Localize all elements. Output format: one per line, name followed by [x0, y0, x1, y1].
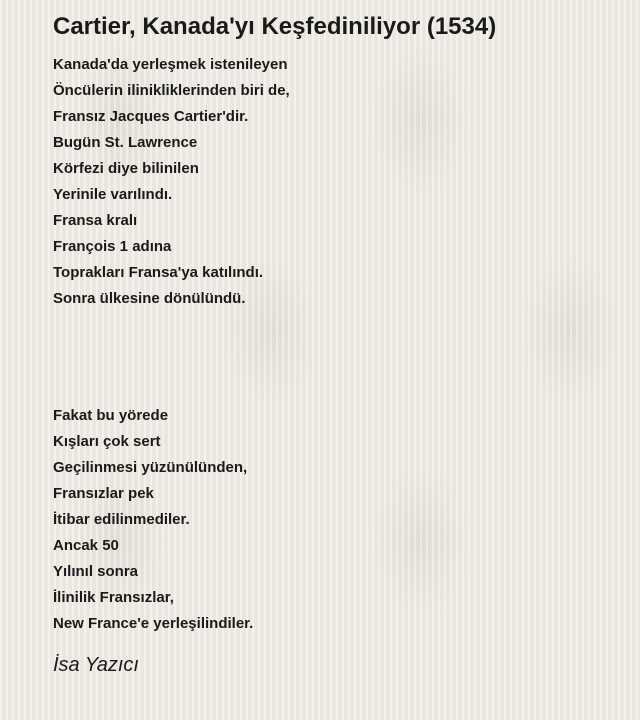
- poem-line: Körfezi diye bilinilen: [53, 160, 199, 177]
- poem-page: [53, 10, 623, 679]
- poem-line: Sonra ülkesine dönülündü.: [53, 290, 246, 307]
- poem-line: İtibar edilinmediler.: [53, 511, 190, 528]
- poem-line: Fransa kralı: [53, 212, 138, 229]
- poem-line: Yerinile varılındı.: [53, 186, 173, 203]
- poem-line: Fakat bu yörede: [53, 407, 169, 424]
- poem-line: Yılınıl sonra: [53, 563, 139, 580]
- poem-stanza-1: [53, 52, 623, 312]
- poem-line: Fransızlar pek: [53, 485, 154, 502]
- poem-line: Bugün St. Lawrence: [53, 134, 198, 151]
- poem-line: Öncülerin ilinikliklerinden biri de,: [53, 82, 290, 99]
- poem-title: Cartier, Kanada'yı Keşfediniliyor (1534): [53, 13, 497, 40]
- poem-line: Ancak 50: [53, 537, 119, 554]
- poem-line: Geçilinmesi yüzünülünden,: [53, 459, 248, 476]
- poem-line: Toprakları Fransa'ya katılındı.: [53, 264, 264, 281]
- poem-line: Fransız Jacques Cartier'dir.: [53, 108, 249, 125]
- poem-line: İlinilik Fransızlar,: [53, 589, 174, 606]
- poem-line: Kışları çok sert: [53, 433, 161, 450]
- poem-line: New France'e yerleşilindiler.: [53, 615, 254, 632]
- poem-stanza-2: [53, 403, 623, 637]
- poem-line: François 1 adına: [53, 238, 172, 255]
- poem-author: İsa Yazıcı: [53, 654, 139, 676]
- poem-line: Kanada'da yerleşmek istenileyen: [53, 56, 288, 73]
